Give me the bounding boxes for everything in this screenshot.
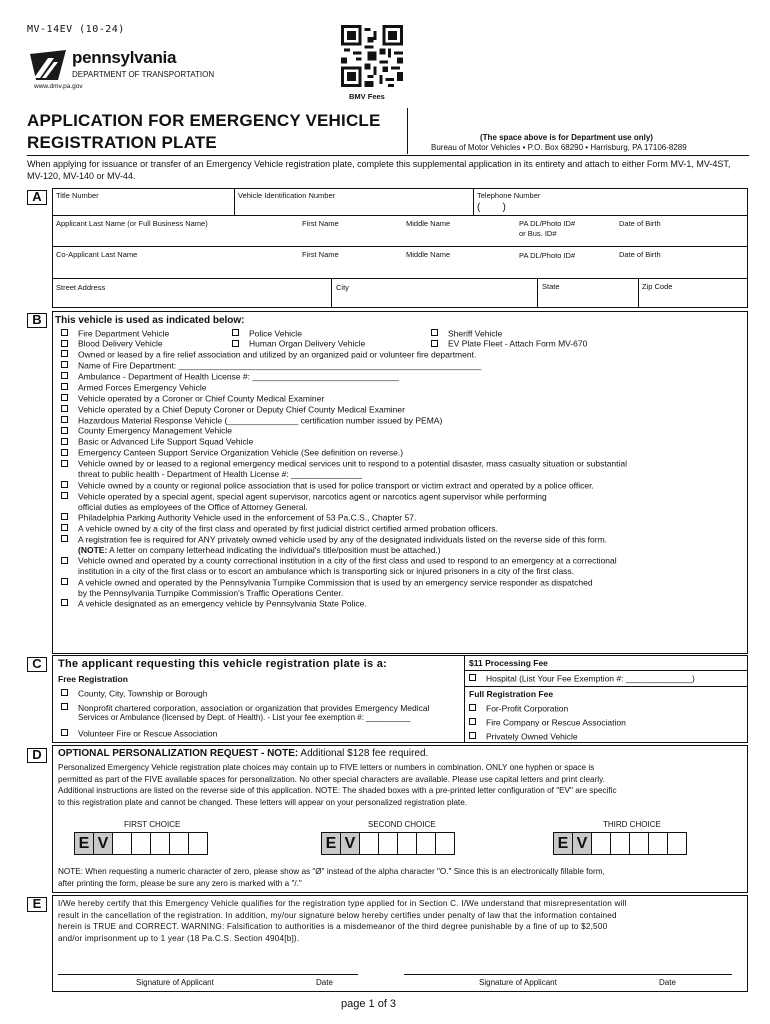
checkbox[interactable] xyxy=(61,329,68,336)
plate-char-input[interactable] xyxy=(378,832,398,855)
checkbox[interactable] xyxy=(61,492,68,499)
plate-char-input[interactable] xyxy=(629,832,649,855)
third-choice-boxes xyxy=(553,832,686,855)
checkbox[interactable] xyxy=(61,449,68,456)
plate-char-v: V xyxy=(572,832,592,855)
plate-char-input[interactable] xyxy=(667,832,687,855)
dept-use-note: (The space above is for Department use only) xyxy=(480,133,653,142)
free-registration-label: Free Registration xyxy=(58,674,128,684)
co-middle-name-field[interactable]: Middle Name xyxy=(406,250,451,259)
plate-char-input[interactable] xyxy=(131,832,151,855)
second-choice-label: SECOND CHOICE xyxy=(368,820,436,829)
processing-fee-label: $11 Processing Fee xyxy=(469,658,548,668)
plate-char-input[interactable] xyxy=(648,832,668,855)
qr-code-icon xyxy=(341,25,403,87)
zip-field[interactable]: Zip Code xyxy=(642,282,673,291)
applicant-last-name-field[interactable]: Applicant Last Name (or Full Business Name) xyxy=(56,219,208,228)
page-number: page 1 of 3 xyxy=(341,998,397,1010)
vin-field[interactable]: Vehicle Identification Number xyxy=(238,191,336,200)
plate-char-e: E xyxy=(321,832,341,855)
checkbox[interactable] xyxy=(469,718,476,725)
certification-text: I/We hereby certify that this Emergency Vehicle qualifies for the registration type applied for in Section C. I/We understand that misrepresentation will result in the cancellation of the registration. In addition, my/our signature below hereby certifies under penalty of law that the information contained herein is TRUE and CORRECT. WARNING: Falsification to authorities is a misdemeanor of the third degree punishable by a fine of up to $2,500 and/or imprisonment up to 1 year (18 Pa.C.S. Section 4904[b]). xyxy=(58,899,627,944)
checkbox[interactable] xyxy=(61,460,68,467)
checkbox[interactable] xyxy=(61,599,68,606)
section-a-letter: A xyxy=(27,190,47,205)
section-e-letter: E xyxy=(27,897,47,912)
checkbox[interactable] xyxy=(61,438,68,445)
checkbox[interactable] xyxy=(61,361,68,368)
checkbox[interactable] xyxy=(61,578,68,585)
signature-line-2[interactable] xyxy=(404,974,732,975)
logo-brand: pennsylvania xyxy=(72,48,177,67)
plate-char-input[interactable] xyxy=(591,832,611,855)
dob-field[interactable]: Date of Birth xyxy=(619,219,661,228)
plate-char-v: V xyxy=(340,832,360,855)
section-b-letter: B xyxy=(27,313,47,328)
date-label-2: Date xyxy=(659,978,676,987)
zero-note: NOTE: When requesting a numeric character of zero, please show as "Ø" instead of the alpha character "O." Since this is an electronically fillable form, after printing the form, please be sure any zero is marked with a "/." xyxy=(58,867,605,888)
form-number: MV-14EV (10-24) xyxy=(27,24,125,35)
bureau-address: Bureau of Motor Vehicles • P.O. Box 68290 • Harrisburg, PA 17106-8289 xyxy=(431,143,687,152)
title-number-field[interactable]: Title Number xyxy=(56,191,99,200)
checkbox[interactable] xyxy=(61,340,68,347)
page-title: APPLICATION FOR EMERGENCY VEHICLE REGISTRATION PLATE xyxy=(27,111,381,152)
checkbox[interactable] xyxy=(61,394,68,401)
section-d-letter: D xyxy=(27,748,47,763)
state-field[interactable]: State xyxy=(542,282,560,291)
plate-char-input[interactable] xyxy=(397,832,417,855)
checkbox[interactable] xyxy=(61,524,68,531)
checkbox[interactable] xyxy=(431,329,438,336)
third-choice-label: THIRD CHOICE xyxy=(603,820,661,829)
checkbox[interactable] xyxy=(232,340,239,347)
co-dob-field[interactable]: Date of Birth xyxy=(619,250,661,259)
first-choice-label: FIRST CHOICE xyxy=(124,820,181,829)
checkbox[interactable] xyxy=(61,729,68,736)
middle-name-field[interactable]: Middle Name xyxy=(406,219,451,228)
city-field[interactable]: City xyxy=(336,283,349,292)
plate-char-input[interactable] xyxy=(359,832,379,855)
first-choice-boxes xyxy=(74,832,207,855)
plate-char-input[interactable] xyxy=(112,832,132,855)
coapplicant-last-name-field[interactable]: Co-Applicant Last Name xyxy=(56,250,138,259)
vehicle-use-list: This vehicle is used as indicated below: Fire Department Vehicle Police Vehicle Sheriff Vehicle Blood Delivery Vehicle Human Organ Delivery Vehicle EV Plate Fleet - Attach Form MV-670 Owned or leased by a fire relief association and utilized by an organized paid or volunteer fire department. Name of Fire Department: ________________________________________________________________ Ambulance - Department of Health License #: _______________________________ Armed Forces Emergency Vehicle Vehicle operated by a Coroner or Chief County Medical Examiner Vehicle operated by a Chief Deputy Coroner or Deputy Chief County Medical Examiner Hazardous Material Response Vehicle (_______________ certification number issued by PEMA) County Emergency Management Vehicle Basic or Advanced Life Support Squad Vehicle Emergency Canteen Support Service Organization Vehicle (See definition on reverse.) Vehicle owned by or leased to a regional emergency medical services unit to respond to a potential disaster, mass casualty situation or substantial threat to public health - Department of Health License #: _______________ Vehicle owned by a county or regional police association that is used for police transport or victim extract and operated by a police officer. Vehicle operated by a special agent, special agent supervisor, narcotics agent or narcotics agent supervisor while performing official duties as employees of the Office of Attorney General. Philadelphia Parking Authority Vehicle used in the enforcement of 53 Pa.C.S., Chapter 57. A vehicle owned by a city of the first class and operated by first judicial district certified armed probation officers. A registration fee is required for ANY privately owned vehicle used by any of the designated individuals listed on the reverse side of this form. (NOTE: A letter on company letterhead indicating the individual's title/position must be attached.) Vehicle owned and operated by a county correctional institution in a city of the first class and used to respond to an emergency at a correctional institution in a city of the first class or to escort an ambulance which is transporting sick or injured prisoners in a city of the first class. A vehicle owned and operated by the Pennsylvania Turnpike Commission that is used by an emergency service responder as dispatched by the Pennsylvania Turnpike Commission's Traffic Operations Center. A vehicle designated as an emergency vehicle by Pennsylvania State Police. xyxy=(55,315,628,609)
checkbox[interactable] xyxy=(469,732,476,739)
logo-web: www.dmv.pa.gov xyxy=(34,83,83,90)
second-choice-boxes xyxy=(321,832,454,855)
checkbox[interactable] xyxy=(61,372,68,379)
checkbox[interactable] xyxy=(61,383,68,390)
first-name-field[interactable]: First Name xyxy=(302,219,339,228)
plate-char-input[interactable] xyxy=(435,832,455,855)
date-label-1: Date xyxy=(316,978,333,987)
plate-char-input[interactable] xyxy=(150,832,170,855)
phone-parens: ( ) xyxy=(477,202,506,213)
signature-line-1[interactable] xyxy=(58,974,358,975)
checkbox[interactable] xyxy=(61,535,68,542)
checkbox[interactable] xyxy=(61,513,68,520)
checkbox[interactable] xyxy=(61,703,68,710)
logo-dept: DEPARTMENT OF TRANSPORTATION xyxy=(72,70,215,79)
bus-id-label: or Bus. ID# xyxy=(519,229,557,238)
checkbox[interactable] xyxy=(61,427,68,434)
section-c-heading: The applicant requesting this vehicle registration plate is a: xyxy=(58,658,388,670)
plate-char-input[interactable] xyxy=(610,832,630,855)
checkbox[interactable] xyxy=(61,405,68,412)
full-registration-label: Full Registration Fee xyxy=(469,689,554,699)
signature-label-1: Signature of Applicant xyxy=(136,978,214,987)
section-b-heading: This vehicle is used as indicated below: xyxy=(55,315,245,326)
intro-text: When applying for issuance or transfer of an Emergency Vehicle registration plate, complete this supplemental application in its entirety and attach to either Form MV-1, MV-4ST, MV-120, MV-140 or MV-44. xyxy=(27,159,731,181)
penndot-logo xyxy=(28,46,228,96)
checkbox[interactable] xyxy=(469,704,476,711)
plate-char-input[interactable] xyxy=(169,832,189,855)
checkbox[interactable] xyxy=(61,557,68,564)
checkbox[interactable] xyxy=(61,350,68,357)
section-c-letter: C xyxy=(27,657,47,672)
bmv-fees-label: BMV Fees xyxy=(349,92,385,101)
checkbox[interactable] xyxy=(232,329,239,336)
pa-dl-field[interactable]: PA DL/Photo ID# xyxy=(519,219,576,228)
co-first-name-field[interactable]: First Name xyxy=(302,250,339,259)
divider xyxy=(27,155,749,156)
section-d-heading: OPTIONAL PERSONALIZATION REQUEST - NOTE: Additional $128 fee required. xyxy=(58,748,429,759)
checkbox[interactable] xyxy=(61,416,68,423)
plate-char-e: E xyxy=(553,832,573,855)
signature-label-2: Signature of Applicant xyxy=(479,978,557,987)
plate-char-input[interactable] xyxy=(416,832,436,855)
keystone-icon xyxy=(28,48,68,82)
co-pa-dl-field[interactable]: PA DL/Photo ID# xyxy=(519,251,576,260)
plate-char-e: E xyxy=(74,832,94,855)
street-field[interactable]: Street Address xyxy=(56,283,106,292)
telephone-field[interactable]: Telephone Number xyxy=(477,191,541,200)
divider xyxy=(407,108,408,154)
plate-char-v: V xyxy=(93,832,113,855)
checkbox[interactable] xyxy=(431,340,438,347)
checkbox[interactable] xyxy=(469,674,476,681)
checkbox[interactable] xyxy=(61,481,68,488)
plate-char-input[interactable] xyxy=(188,832,208,855)
checkbox[interactable] xyxy=(61,689,68,696)
personalization-text: Personalized Emergency Vehicle registration plate choices may contain up to FIVE letters or numbers in combination. ONLY one hyphen or space is permitted as part of the FIVE available spaces for personalization. No other special characters are available. Please use capital letters and print clearly. Additional instructions are listed on the reverse side of this application. NOTE: The shaded boxes with a pre-printed letter configuration of "EV" are specific to this registration plate and cannot be changed. These letters will appear on your personalized registration plate. xyxy=(58,763,617,807)
